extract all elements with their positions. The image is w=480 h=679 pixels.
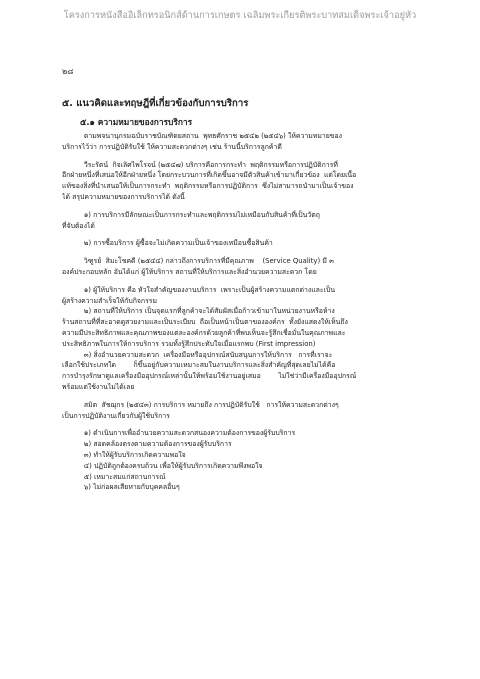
paragraph-gap	[62, 249, 424, 256]
body-line: ๑) การบริการมีลักษณะเป็นการกระทำและพฤติกรรมไม่เหมือนกับสินค้าที่เป็นวัตถุ	[62, 210, 320, 219]
body-text	[62, 131, 424, 493]
body-line: ๑) ผู้ให้บริการ คือ หัวใจสำคัญของงานบริการ เพราะเป็นผู้สร้างความแตกต่างและเป็น	[62, 285, 336, 294]
body-line: ผู้สร้างความสำเร็จให้กับกิจกรรม	[62, 296, 158, 305]
body-line: ประสิทธิภาพในการให้การบริการ รวมทั้งรู้สึกประทับใจเมื่อแรกพบ (First impression)	[62, 339, 316, 348]
body-line: สมิต สัชฌุกร (๒๕๔๓) การบริการ หมายถึง การปฏิบัติรับใช้ การให้ความสะดวกต่างๆ	[62, 400, 339, 409]
body-line: ๑) ดำเนินการเพื่ออำนวยความสะดวกสนองความต้องการของผู้รับบริการ	[62, 429, 296, 438]
paragraph-gap	[62, 393, 424, 400]
paragraph-gap	[62, 421, 424, 428]
body-line: ๒) การซื้อบริการ ผู้ซื้อจะไม่เกิดความเป็นเจ้าของเหมือนซื้อสินค้า	[62, 239, 273, 248]
body-line: ความมีประสิทธิภาพและคุณภาพของแต่ละองค์กรด้วยลูกค้าที่พบเห็นจะรู้สึกเชื่อมั่นในคุณภาพและ	[62, 328, 346, 337]
body-line: ๓) ทำให้ผู้รับบริการเกิดความพอใจ	[62, 450, 186, 459]
body-line: องค์ประกอบหลัก อันได้แก่ ผู้ให้บริการ สถานที่ให้บริการและสิ่งอำนวยความสะดวก โดย	[62, 267, 317, 276]
body-line: วีระรัตน์ กิจเลิศไพโรจน์ (๒๕๔๗) บริการคือการกระทำ พฤติกรรมหรือการปฏิบัติการที่	[62, 160, 338, 169]
paragraph-gap	[62, 153, 424, 160]
body-line: ได้ สรุปความหมายของการบริการได้ ดังนี้	[62, 192, 185, 201]
body-line: วิฑูรย์ สิมะโชคดี (๒๕๔๔) กล่าวถึงการบริการที่มีคุณภาพ (Service Quality) มี ๓	[62, 257, 334, 266]
body-line: การบำรุงรักษาดูแลเครื่องมืออุปกรณ์เหล่านั้นให้พร้อมใช้งานอยู่เสมอ ไม่ใช่ว่ามีเครื่องมืออุปกรณ์	[62, 372, 357, 381]
subsection-title: ๕.๑ ความหมายของการบริการ	[80, 117, 193, 127]
body-line: อีกฝ่ายหนึ่งที่เสนอให้อีกฝ่ายหนึ่ง โดยกระบวนการที่เกิดขึ้นอาจมีตัวสินค้าเข้ามาเกี่ยวข้อง แต่โดยเนื้อ	[62, 171, 357, 180]
body-line: ๓) สิ่งอำนวยความสะดวก เครื่องมือหรืออุปกรณ์สนับสนุนการให้บริการ การที่เราจะ	[62, 350, 333, 359]
section-title: ๕. แนวคิดและทฤษฎีที่เกี่ยวข้องกับการบริการ	[62, 98, 249, 109]
body-line: เป็นการปฏิบัติงานเกี่ยวกับผู้ใช้บริการ	[62, 411, 170, 420]
body-line: ๕) เหมาะสมแก่สถานการณ์	[62, 472, 166, 481]
paragraph-gap	[62, 278, 424, 285]
body-line: ตามพจนานุกรมฉบับราชบัณฑิตยสถาน พุทธศักราช ๒๕๔๒ (๒๕๔๖) ให้ความหมายของ	[62, 132, 342, 140]
body-line: เลือกใช้ประเภทใด ก็ขึ้นอยู่กับความเหมาะสมในงานบริการและสิ่งสำคัญที่สุดเลยไม่ได้คือ	[62, 361, 336, 370]
paragraph-gap	[62, 231, 424, 238]
body-line: แท้ของสิ่งที่นำเสนอให้เป็นการกระทำ พฤติกรรมหรือการปฏิบัติการ ซึ่งไม่สามารถนำมาเป็นเจ้าของ	[62, 182, 354, 191]
body-line: ๔) ปฏิบัติถูกต้องครบถ้วน เพื่อให้ผู้รับบริการเกิดความพึงพอใจ	[62, 461, 263, 470]
body-line: พร้อมแต่ใช้งานไม่ได้เลย	[62, 382, 135, 391]
paragraph-gap	[62, 203, 424, 210]
body-line: ๖) ไม่ก่อผลเสียหายกับบุคคลอื่นๆ	[62, 483, 180, 492]
body-line: ๒) สถานที่ให้บริการ เป็นจุดแรกที่ลูกค้าจะได้สัมผัสเมื่อก้าวเข้ามาในหน่วยงานหรือห้าง	[62, 307, 335, 316]
body-line: บริการไว้ว่า การปฏิบัติรับใช้ ให้ความสะดวกต่างๆ เช่น ร้านนี้บริการลูกค้าดี	[62, 142, 282, 151]
body-line: ๒) สอดคล้องตรงตามความต้องการของผู้รับบริการ	[62, 440, 232, 449]
body-line: ร้านสถานที่ที่สะอาดดูสวยงามและเป็นระเบียบ ถือเป็นหน้าเป็นตาขององค์กร ทั้งยังแสดงให้เห็นถึง	[62, 318, 348, 327]
page-number: ๒๘	[62, 67, 74, 76]
body-line: ที่จับต้องได้	[62, 221, 95, 230]
running-header: โครงการหนังสืออิเล็กทรอนิกส์ด้านการเกษตร เฉลิมพระเกียรติพระบาทสมเด็จพระเจ้าอยู่หัว	[63, 10, 417, 21]
